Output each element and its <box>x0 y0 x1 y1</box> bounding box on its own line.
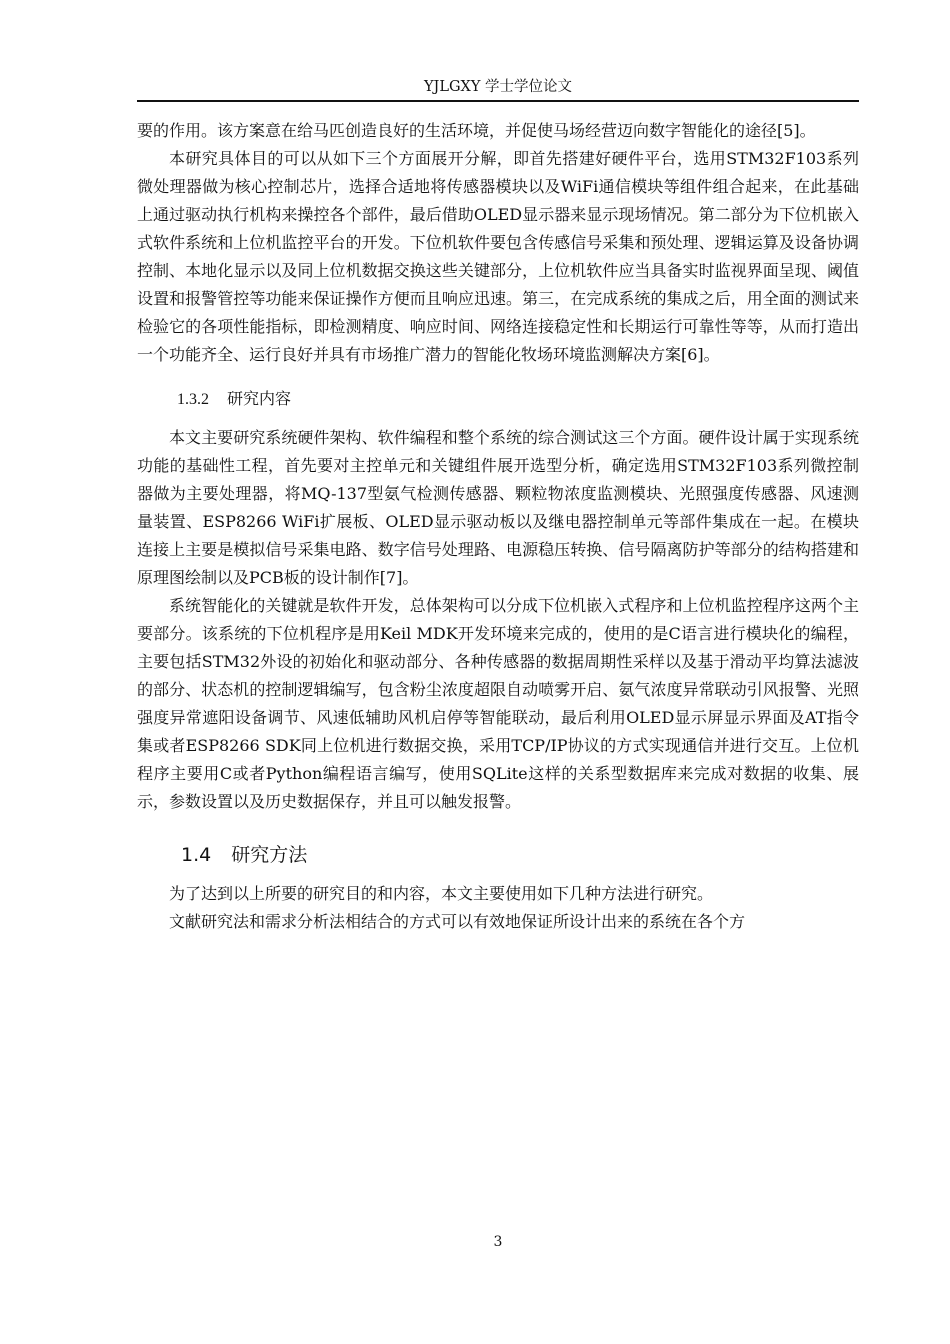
header-rule <box>137 100 859 102</box>
page-number: 3 <box>493 1234 503 1250</box>
paragraph-hardware: 本文主要研究系统硬件架构、软件编程和整个系统的综合测试这三个方面。硬件设计属于实现系统功能的基础性工程，首先要对主控单元和关键组件展开选型分析，确定选用STM32F103系列微控制器做为主要处理器，将MQ-137型氨气检测传感器、颗粒物浓度监测模块、光照强度传感器、风速测量装置、ESP8266 WiFi扩展板、OLED显示驱动板以及继电器控制单元等部件集成在一起。在模块连接上主要是模拟信号采集电路、数字信号处理路、电源稳压转换、信号隔离防护等部分的结构搭建和原理图绘制以及PCB板的设计制作[7]。 <box>137 428 859 587</box>
section-title: 研究方法 <box>231 844 308 866</box>
running-header: YJLGXY 学士学位论文 <box>423 79 573 95</box>
body-text <box>137 117 859 936</box>
subsection-title: 研究内容 <box>227 389 292 408</box>
paragraph-software: 系统智能化的关键就是软件开发，总体架构可以分成下位机嵌入式程序和上位机监控程序这两个主要部分。该系统的下位机程序是用Keil MDK开发环境来完成的，使用的是C语言进行模块化的编程，主要包括STM32外设的初始化和驱动部分、各种传感器的数据周期性采样以及基于滑动平均算法滤波的部分、状态机的控制逻辑编写，包含粉尘浓度超限自动喷雾开启、氨气浓度异常联动引风报警、光照强度异常遮阳设备调节、风速低辅助风机启停等智能联动，最后利用OLED显示屏显示界面及AT指令集或者ESP8266 SDK同上位机进行数据交换，采用TCP/IP协议的方式实现通信并进行交互。上位机程序主要用C或者Python编程语言编写，使用SQLite这样的关系型数据库来完成对数据的收集、展示，参数设置以及历史数据保存，并且可以触发报警。 <box>137 596 859 811</box>
section-number: 1.4 <box>181 844 212 866</box>
subsection-number: 1.3.2 <box>177 391 209 408</box>
subsection-heading <box>177 385 859 414</box>
section-heading <box>181 840 859 870</box>
paragraph-methods-literature: 文献研究法和需求分析法相结合的方式可以有效地保证所设计出来的系统在各个方 <box>169 912 746 931</box>
paragraph-research-goals: 本研究具体目的可以从如下三个方面展开分解，即首先搭建好硬件平台，选用STM32F103系列微处理器做为核心控制芯片，选择合适地将传感器模块以及WiFi通信模块等组件组合起来，在此基础上通过驱动执行机构来操控各个部件，最后借助OLED显示器来显示现场情况。第二部分为下位机嵌入式软件系统和上位机监控平台的开发。下位机软件要包含传感信号采集和预处理、逻辑运算及设备协调控制、本地化显示以及同上位机数据交换这些关键部分，上位机软件应当具备实时监视界面呈现、阈值设置和报警管控等功能来保证操作方便而且响应迅速。第三，在完成系统的集成之后，用全面的测试来检验它的各项性能指标，即检测精度、响应时间、网络连接稳定性和长期运行可靠性等等，从而打造出一个功能齐全、运行良好并具有市场推广潜力的智能化牧场环境监测解决方案[6]。 <box>137 149 859 364</box>
paragraph-continuation: 要的作用。该方案意在给马匹创造良好的生活环境，并促使马场经营迈向数字智能化的途径[5]。 <box>137 121 816 140</box>
paragraph-methods-intro: 为了达到以上所要的研究目的和内容，本文主要使用如下几种方法进行研究。 <box>169 884 714 903</box>
